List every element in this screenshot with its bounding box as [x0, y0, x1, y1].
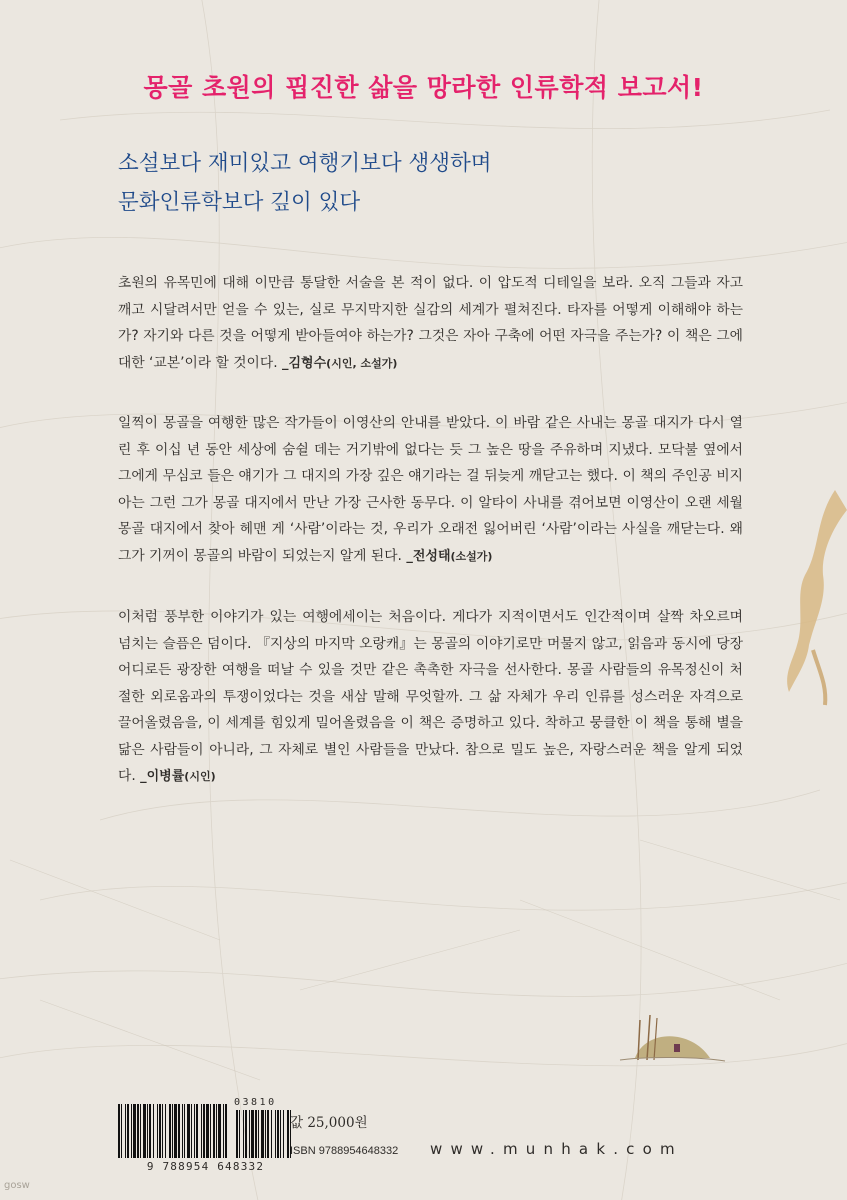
barcode-addon-bar	[243, 1110, 244, 1158]
barcode-addon-bar	[287, 1110, 289, 1158]
barcode-bar	[201, 1104, 202, 1158]
barcode-addon-bar	[251, 1110, 254, 1158]
blurb-1-author-note: (시인, 소설가)	[326, 356, 398, 370]
barcode-addon-bar	[255, 1110, 257, 1158]
barcode-bar	[153, 1104, 154, 1158]
subheadline-line-2: 문화인류학보다 깊이 있다	[118, 190, 361, 215]
yurt-illustration	[610, 1010, 730, 1070]
barcode-addon-bar	[280, 1110, 281, 1158]
barcode-bar	[203, 1104, 205, 1158]
barcode-digits: 9 788954 648332	[146, 1160, 265, 1173]
barcode-bar	[169, 1104, 171, 1158]
barcode-addon-bar	[275, 1110, 276, 1158]
blurb-2-text: 일찍이 몽골을 여행한 많은 작가들이 이영산의 안내를 받았다. 이 바람 같은 사내는 몽골 대지가 다시 열린 후 이십 년 동안 세상에 숨쉴 데는 거기밖에 없다는 듯 그 높은 땅을 주유하며 지냈다. 모닥불 옆에서 그에게 무심코 들은 얘기가 그 대지의 가장 깊은 얘기라는 걸 뒤늦게 깨닫고는 했다. 이 책의 주인공 비지아는 그런 그가 몽골 대지에서 만난 가장 근사한 동무다. 이 알타이 사내를 겪어보면 이영산이 오랜 세월 몽골 대지에서 찾아 헤맨 게 ‘사람’이라는 것, 우리가 오래전 잃어버린 ‘사람’이라는 사실을 깨닫는다. 왜 그가 기꺼이 몽골의 바람이 되었는지 알게 된다.	[118, 415, 743, 564]
barcode-bar	[178, 1104, 180, 1158]
blurb-2-author: _전성태	[406, 548, 451, 564]
blurb-3	[118, 604, 743, 791]
barcode-addon-bar	[239, 1110, 240, 1158]
corner-mark: gosw	[4, 1180, 30, 1191]
blurb-1-text: 초원의 유목민에 대해 이만큼 통달한 서술을 본 적이 없다. 이 압도적 디테일을 보라. 오직 그들과 자고 깨고 시달려서만 얻을 수 있는, 실로 무지막지한 실감의 세계가 펼쳐진다. 타자를 어떻게 이해해야 하는가? 자기와 다른 것을 어떻게 받아들여야 하는가? 그것은 자아 구축에 어떤 자극을 주는가? 이 책은 그에 대한 ‘교본’이라 할 것이다.	[118, 275, 743, 371]
barcode-addon-bar	[283, 1110, 284, 1158]
barcode-bar	[182, 1104, 183, 1158]
barcode-bar	[133, 1104, 136, 1158]
barcode-bar	[194, 1104, 195, 1158]
barcode-addon-bar	[267, 1110, 269, 1158]
barcode-bar	[196, 1104, 198, 1158]
barcode-bar	[216, 1104, 217, 1158]
barcode-bar	[149, 1104, 151, 1158]
barcode-bar	[218, 1104, 221, 1158]
blurb-3-author: _이병률	[140, 769, 185, 784]
blurb-1-author: _김형수	[281, 355, 327, 371]
barcode-bar	[121, 1104, 122, 1158]
barcode-bar	[223, 1104, 224, 1158]
isbn-barcode	[118, 1097, 293, 1173]
barcode-bar	[143, 1104, 146, 1158]
barcode-addon-bar	[258, 1110, 259, 1158]
barcode-addon-digits: 03810	[234, 1097, 277, 1108]
barcode-bar	[131, 1104, 132, 1158]
barcode-bar	[213, 1104, 215, 1158]
barcode-bar	[118, 1104, 120, 1158]
barcode-bar	[137, 1104, 139, 1158]
barcode-bar	[191, 1104, 192, 1158]
barcode-addon-bar	[249, 1110, 250, 1158]
headline: 몽골 초원의 핍진한 삶을 망라한 인류학적 보고서!	[143, 73, 704, 102]
barcode-bars	[118, 1104, 293, 1160]
barcode-bar	[159, 1104, 161, 1158]
blurb-3-author-note: (시인)	[184, 770, 216, 783]
barcode-bar	[174, 1104, 177, 1158]
blurb-1	[118, 270, 743, 377]
blurb-3-text: 이처럼 풍부한 이야기가 있는 여행에세이는 처음이다. 게다가 지적이면서도 인간적이며 살짝 차오르며 넘치는 슬픔은 덤이다. 『지상의 마지막 오랑캐』는 몽골의 이야기로만 머물지 않고, 읽음과 동시에 당장 어디로든 광장한 여행을 떠날 수 있을 것만 같은 촉촉한 자극을 선사한다. 몽골 사람들의 유목정신이 처절한 외로움과의 투쟁이었다는 것을 새삼 말해 무엇할까. 그 삶 자체가 우리 인류를 성스러운 자격으로 끌어올렸음을, 이 세계를 힘있게 밀어올렸음을 이 책은 증명하고 있다. 착하고 뭉클한 이 책을 통해 별을 닮은 사람들이 아니라, 그 자체로 별인 사람들을 만났다. 참으로 밀도 높은, 자랑스러운 책을 알게 되었다.	[118, 609, 743, 784]
barcode-addon-bar	[261, 1110, 264, 1158]
brush-figure-illustration	[775, 480, 847, 710]
barcode-addon-bar	[271, 1110, 272, 1158]
barcode-bar	[184, 1104, 185, 1158]
barcode-bar	[162, 1104, 163, 1158]
barcode-bar	[147, 1104, 148, 1158]
subheadline-line-1: 소설보다 재미있고 여행기보다 생생하며	[118, 151, 492, 176]
barcode-bar	[157, 1104, 158, 1158]
barcode-addon-bar	[236, 1110, 238, 1158]
barcode-bar	[165, 1104, 166, 1158]
barcode-bar	[140, 1104, 141, 1158]
publisher-website: www.munhak.com	[430, 1140, 683, 1158]
isbn-number: ISBN 9788954648332	[290, 1145, 399, 1157]
blurb-2-author-note: (소설가)	[450, 549, 493, 563]
barcode-addon-bar	[265, 1110, 266, 1158]
barcode-bar	[172, 1104, 173, 1158]
barcode-bar	[206, 1104, 209, 1158]
barcode-addon-bar	[277, 1110, 279, 1158]
barcode-bar	[125, 1104, 126, 1158]
price: 값 25,000원	[290, 1115, 368, 1131]
barcode-bar	[210, 1104, 211, 1158]
barcode-bar	[127, 1104, 129, 1158]
barcode-bar	[225, 1104, 227, 1158]
subheadline	[118, 144, 758, 222]
barcode-bar	[187, 1104, 190, 1158]
barcode-addon-bar	[245, 1110, 247, 1158]
blurb-2	[118, 410, 743, 570]
